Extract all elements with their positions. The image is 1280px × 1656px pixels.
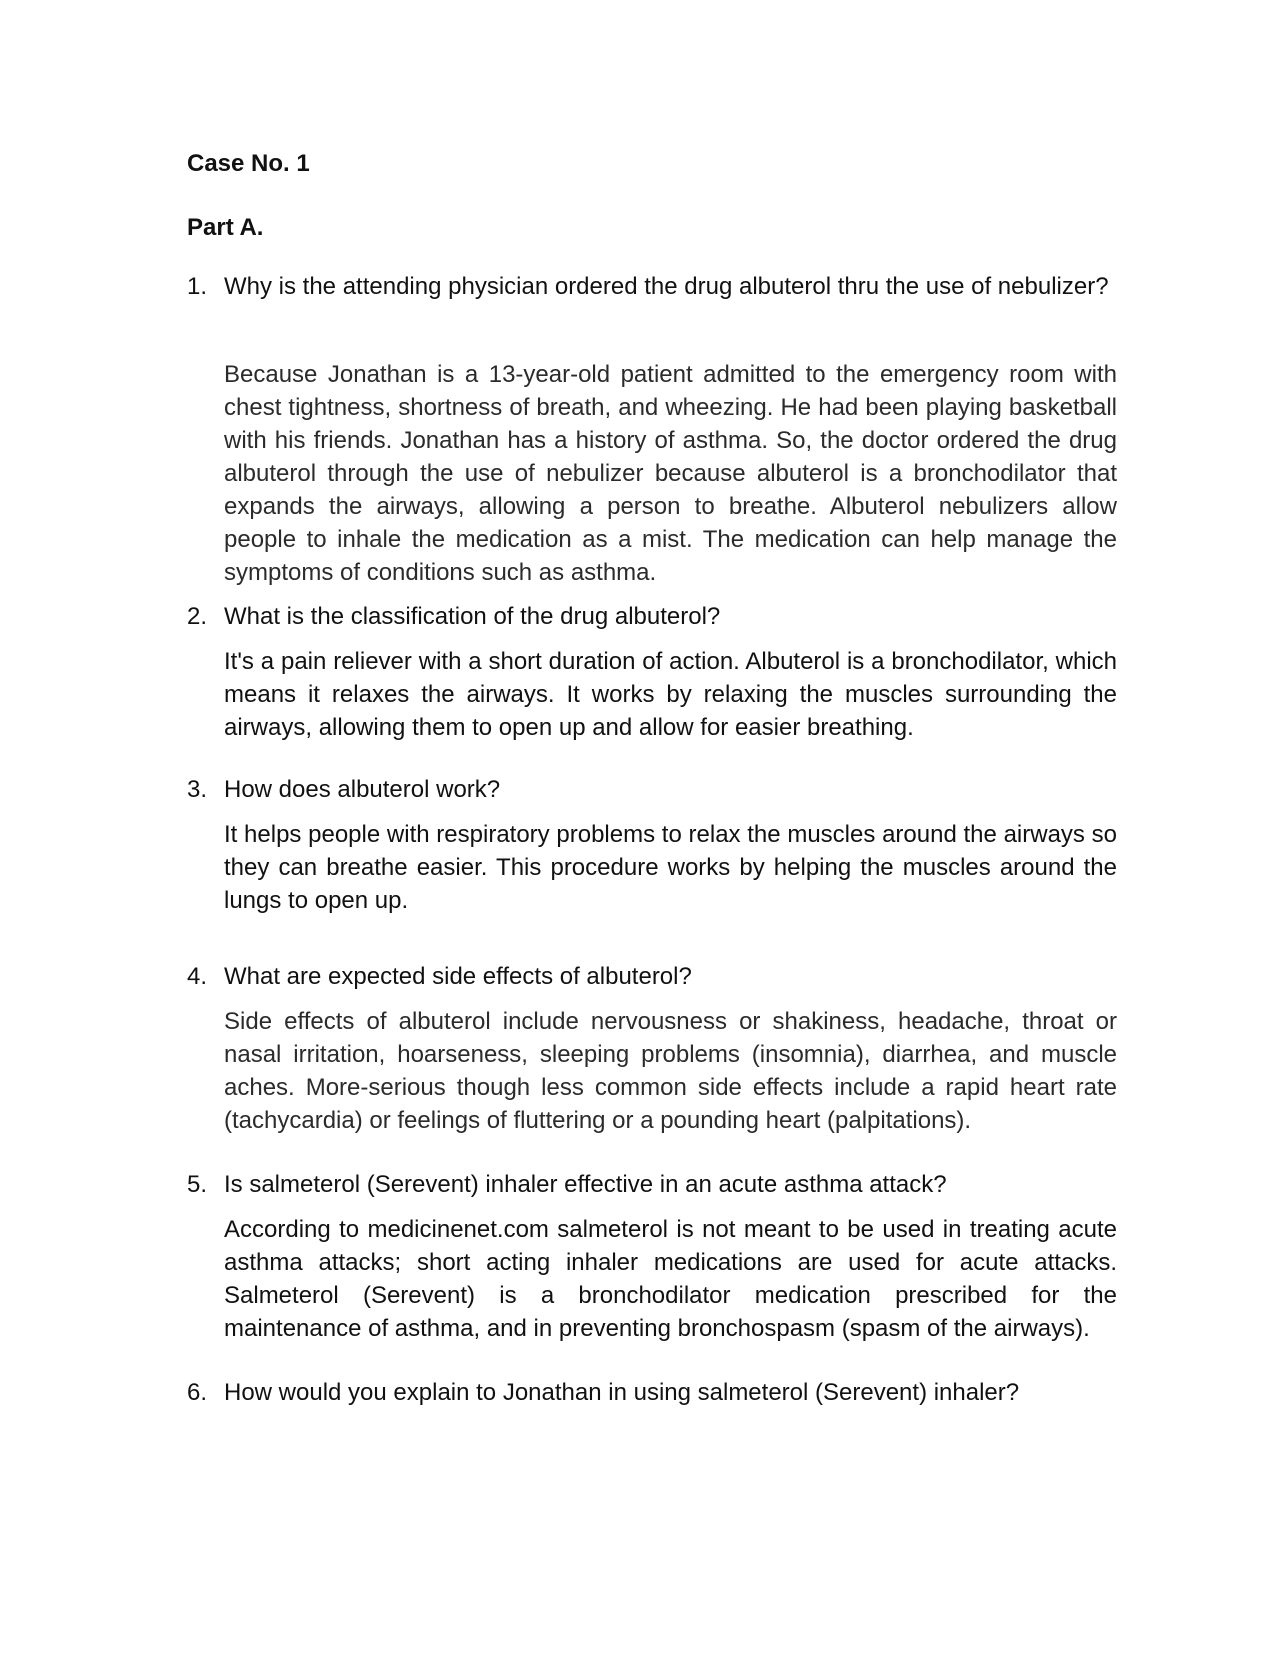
question-number: 6. <box>187 1379 208 1406</box>
part-title: Part A. <box>187 214 264 241</box>
answer-text: It's a pain reliever with a short duration of action. Albuterol is a bronchodilator, which means it relaxes the airways. It works by relaxing the muscles surrounding the airways, allowing them to open up and allow for easier breathing. <box>224 648 1117 741</box>
question-number: 2. <box>187 603 208 630</box>
question-text: How does albuterol work? <box>224 776 501 803</box>
answer-text: It helps people with respiratory problems to relax the muscles around the airways so they can breathe easier. This procedure works by helping the muscles around the lungs to open up. <box>224 821 1117 914</box>
answer-text: Because Jonathan is a 13-year-old patient admitted to the emergency room with chest tightness, shortness of breath, and wheezing. He had been playing basketball with his friends. Jonathan has a history of asthma. So, the doctor ordered the drug albuterol through the use of nebulizer because albuterol is a bronchodilator that expands the airways, allowing a person to breathe. Albuterol nebulizers allow people to inhale the medication as a mist. The medication can help manage the symptoms of conditions such as asthma. <box>224 361 1117 586</box>
case-title: Case No. 1 <box>187 150 310 177</box>
question-text: What are expected side effects of albuterol? <box>224 963 692 990</box>
answer-text: Side effects of albuterol include nervousness or shakiness, headache, throat or nasal irritation, hoarseness, sleeping problems (insomnia), diarrhea, and muscle aches. More-serious though less common side effects include a rapid heart rate (tachycardia) or feelings of fluttering or a pounding heart (palpitations). <box>224 1008 1117 1134</box>
question-text: What is the classification of the drug albuterol? <box>224 603 721 630</box>
question-text: Is salmeterol (Serevent) inhaler effective in an acute asthma attack? <box>224 1171 947 1198</box>
answer-text: According to medicinenet.com salmeterol is not meant to be used in treating acute asthma attacks; short acting inhaler medications are used for acute attacks. Salmeterol (Serevent) is a bronchodilator medication prescribed for the maintenance of asthma, and in preventing bronchospasm (spasm of the airways). <box>224 1216 1117 1342</box>
question-number: 3. <box>187 776 208 803</box>
question-number: 5. <box>187 1171 208 1198</box>
question-number: 1. <box>187 273 208 300</box>
question-text: Why is the attending physician ordered the drug albuterol thru the use of nebulizer? <box>224 273 1109 300</box>
question-number: 4. <box>187 963 208 990</box>
question-text: How would you explain to Jonathan in using salmeterol (Serevent) inhaler? <box>224 1379 1020 1406</box>
